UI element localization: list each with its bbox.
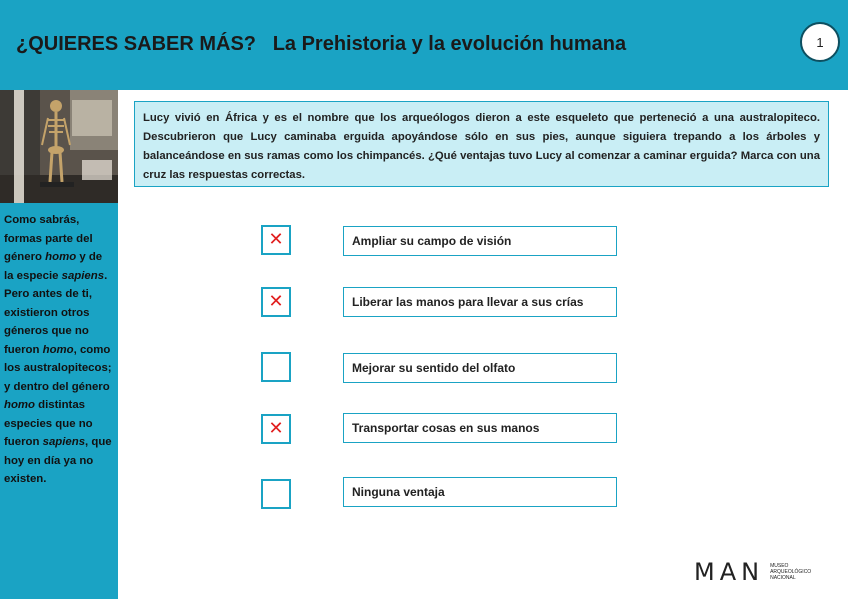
cross-mark-icon: ✕ — [268, 291, 284, 312]
sidebar-text-segment: distintas especies que no fueron — [4, 399, 93, 448]
sidebar-text-segment: , que hoy en día ya no existen. — [4, 436, 112, 485]
cross-mark-icon: ✕ — [268, 229, 284, 250]
sidebar-text-italic: sapiens — [61, 269, 105, 282]
sidebar-text — [4, 211, 114, 489]
option-label-2: Liberar las manos para llevar a sus crías — [343, 287, 617, 317]
sidebar-text-segment: Como sabrás, formas parte del género — [4, 214, 93, 263]
logo-line-1: MUSEO — [770, 563, 789, 569]
page-title: ¿QUIERES SABER MÁS? La Prehistoria y la evolución humana — [16, 33, 627, 55]
sidebar-text-segment: . Pero antes de ti, existieron otros géneros que no fueron — [4, 269, 108, 356]
intro-text: Lucy vivió en África y es el nombre que los arqueólogos dieron a este esqueleto que perteneció a una australopiteco. Descubrieron que Lucy caminaba erguida apoyándose sólo en sus pies, aunque siguiera trepando a los árboles y balanceándose en sus ramas como los chimpancés. ¿Qué ventajas tuvo Lucy al comenzar a caminar erguida? Marca con una cruz las respuestas correctas. — [143, 112, 820, 181]
option-label-5: Ninguna ventaja — [343, 477, 617, 507]
header-bar — [0, 0, 848, 90]
page-number-badge: 1 — [800, 22, 840, 62]
sidebar-text-italic: homo — [45, 251, 77, 263]
intro-box — [134, 101, 829, 187]
logo-line-3: NACIONAL — [770, 575, 796, 581]
skeleton-photo — [0, 90, 118, 203]
option-checkbox-4[interactable] — [261, 414, 291, 444]
logo-subtitle — [770, 563, 811, 581]
sidebar-info — [0, 203, 118, 599]
option-label-1: Ampliar su campo de visión — [343, 226, 617, 256]
option-label-3: Mejorar su sentido del olfato — [343, 353, 617, 383]
option-checkbox-2[interactable] — [261, 287, 291, 317]
sidebar-text-italic: homo — [42, 343, 74, 356]
logo-line-2: ARQUEOLÓGICO — [770, 569, 812, 575]
option-checkbox-1[interactable] — [261, 225, 291, 255]
option-checkbox-3[interactable] — [261, 352, 291, 382]
sidebar-text-italic: sapiens — [42, 436, 86, 448]
sidebar-text-segment: , como los australopitecos; y dentro del género — [4, 343, 112, 393]
sidebar-text-italic: homo — [4, 399, 36, 411]
museum-logo — [694, 558, 811, 586]
logo-mark: MAN — [694, 558, 765, 586]
sidebar-text-segment: y de la especie — [4, 251, 103, 282]
option-label-4: Transportar cosas en sus manos — [343, 413, 617, 443]
option-checkbox-5[interactable] — [261, 479, 291, 509]
cross-mark-icon: ✕ — [268, 418, 284, 439]
